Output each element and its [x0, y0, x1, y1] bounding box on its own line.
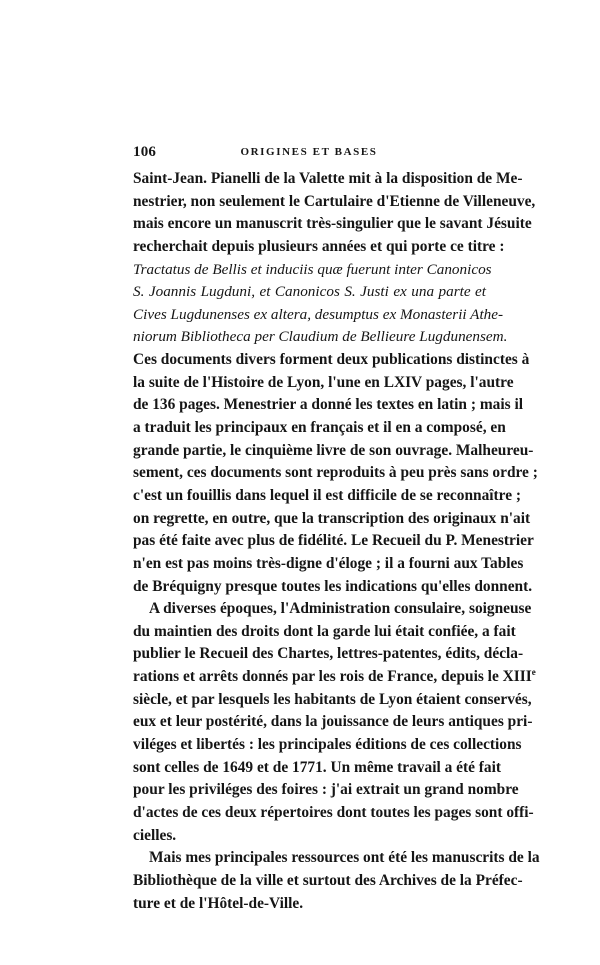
text-line: mais encore un manuscrit très-singulier que le savant Jésuite — [133, 215, 532, 233]
text-line: pour les priviléges des foires : j'ai extrait un grand nombre — [133, 781, 519, 799]
text-line: de Bréquigny presque toutes les indications qu'elles donnent. — [133, 577, 533, 595]
text-line: siècle, et par lesquels les habitants de Lyon étaient conservés, — [133, 690, 532, 708]
latin-title-line: Tractatus de Bellis et induciis quæ fuerunt inter Canonicos — [133, 260, 492, 278]
text-line: Ces documents divers forment deux publications distinctes à — [133, 351, 530, 369]
text-line: ture et de l'Hôtel-de-Ville. — [133, 894, 304, 912]
text-line: Bibliothèque de la ville et surtout des Archives de la Préfec- — [133, 871, 523, 889]
text-line: du maintien des droits dont la garde lui était confiée, a fait — [133, 622, 516, 640]
text-line: sement, ces documents sont reproduits à peu près sans ordre ; — [133, 464, 538, 482]
text-line: recherchait depuis plusieurs années et qui porte ce titre : — [133, 237, 505, 255]
text-line: cielles. — [133, 826, 177, 844]
body-text — [133, 168, 540, 915]
text-line: c'est un fouillis dans lequel il est difficile de se reconnaître ; — [133, 486, 522, 504]
text-line: de 136 pages. Menestrier a donné les textes en latin ; mais il — [133, 396, 523, 414]
text-line: n'en est pas moins très-digne d'éloge ; il a fourni aux Tables — [133, 554, 524, 572]
text-line: on regrette, en outre, que la transcription des originaux n'ait — [133, 509, 531, 527]
text-line: nestrier, non seulement le Cartulaire d'Etienne de Villeneuve, — [133, 192, 536, 210]
page-header — [133, 144, 485, 164]
text-line-content: rations et arrêts donnés par les rois de France, depuis le XIII — [133, 668, 532, 686]
superscript: e — [531, 667, 536, 678]
text-line: grande partie, le cinquième livre de son ouvrage. Malheureu- — [133, 441, 534, 459]
page-number: 106 — [133, 144, 157, 160]
text-line: pas été faite avec plus de fidélité. Le Recueil du P. Menestrier — [133, 532, 534, 550]
latin-title-line: S. Joannis Lugduni, et Canonicos S. Justi ex una parte et — [133, 283, 486, 301]
running-title: ORIGINES ET BASES — [240, 146, 378, 158]
latin-title-line: Cives Lugdunenses ex altera, desumptus ex Monasterii Athe- — [133, 305, 504, 323]
text-line: publier le Recueil des Chartes, lettres-patentes, édits, décla- — [133, 645, 524, 663]
text-line: A diverses époques, l'Administration consulaire, soigneuse — [149, 600, 532, 618]
text-line: a traduit les principaux en français et il en a composé, en — [133, 419, 506, 437]
text-line: sont celles de 1649 et de 1771. Un même travail a été fait — [133, 758, 501, 776]
text-line: la suite de l'Histoire de Lyon, l'une en LXIV pages, l'autre — [133, 373, 514, 391]
text-line: eux et leur postérité, dans la jouissance de leurs antiques pri- — [133, 713, 533, 731]
text-line: Saint-Jean. Pianelli de la Valette mit à la disposition de Me- — [133, 170, 523, 187]
latin-title-line: niorum Bibliotheca per Claudium de Bellieure Lugdunensem. — [133, 328, 508, 346]
text-line — [133, 666, 536, 689]
text-line: d'actes de ces deux répertoires dont toutes les pages sont offi- — [133, 803, 534, 821]
text-line: viléges et libertés : les principales éditions de ces collections — [133, 736, 522, 754]
text-line: Mais mes principales ressources ont été les manuscrits de la — [149, 849, 540, 867]
